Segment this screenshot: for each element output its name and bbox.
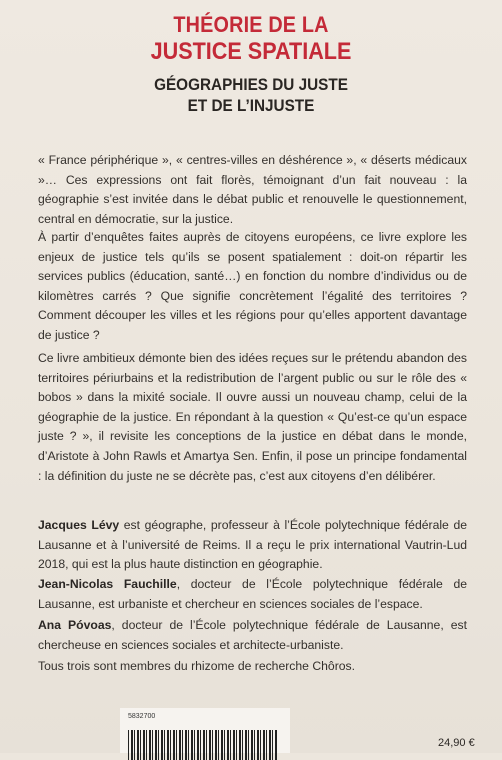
barcode-icon — [128, 730, 278, 760]
author-bio: , docteur de l’École polytechnique fédérale de Lausanne, est urbaniste et chercheur en sciences sociales de l’espace. — [38, 577, 467, 611]
subtitle-line-1: GÉOGRAPHIES DU JUSTE — [154, 75, 348, 94]
closing-line: Tous trois sont membres du rhizome de recherche Chôros. — [38, 659, 356, 673]
author-bio-levy — [38, 516, 467, 575]
price-label: 24,90 € — [438, 737, 475, 749]
barcode-number: 5832700 — [128, 713, 156, 720]
title-line-1: THÉORIE DE LA — [173, 12, 329, 37]
title-line-2: JUSTICE SPATIALE — [150, 38, 352, 65]
author-name: Ana Póvoas — [38, 618, 112, 632]
author-bio-fauchille — [38, 575, 467, 614]
author-bio-povoas — [38, 616, 467, 655]
subtitle-line-2: ET DE L’INJUSTE — [187, 96, 315, 115]
title-block — [0, 12, 502, 116]
author-name: Jean-Nicolas Fauchille — [38, 577, 177, 591]
author-name: Jacques Lévy — [38, 518, 120, 532]
author-bio: est géographe, professeur à l’École polytechnique fédérale de Lausanne et à l’université de Reims. Il a reçu le prix international Vautrin-Lud 2018, qui est la plus haute distinction en géographie. — [38, 518, 467, 572]
author-bio: , docteur de l’École polytechnique fédérale de Lausanne, est chercheuse en sciences sociales et architecte-urbaniste. — [38, 618, 467, 652]
paragraph-intro: « France périphérique », « centres-villes en déshérence », « déserts médicaux »… Ces expressions ont fait florès, témoignant d’un fait nouveau : la géographie s’est invitée dans le débat public et renouvelle le questionnement, central en démocratie, sur la justice. — [38, 153, 467, 226]
paragraph-enquetes: À partir d’enquêtes faites auprès de citoyens européens, ce livre explore les enjeux de justice tels qu’ils se posent spatialement : doit-on répartir les services publics (éducation, santé…) en fonction du nombre d’individus ou de kilomètres carrés ? Que signifie concrètement l’égalité des territoires ? Comment découper les villes et les régions pour qu’elles apportent davantage de justice ? — [38, 230, 467, 342]
paragraph-ambitieux: Ce livre ambitieux démonte bien des idées reçues sur le prétendu abandon des territoires périurbains et la redistribution de l’argent public ou sur le rôle des « bobos » dans la mixité sociale. Il ouvre aussi un nouveau champ, celui de la géographie de la justice. En répondant à la question « Qu’est-ce qu’un espace juste ? », il revisite les conceptions de la justice en débat dans le monde, d’Aristote à John Rawls et Amartya Sen. Enfin, il pose un principe fondamental : la définition du juste ne se décrète pas, c’est aux citoyens d’en délibérer. — [38, 351, 467, 483]
